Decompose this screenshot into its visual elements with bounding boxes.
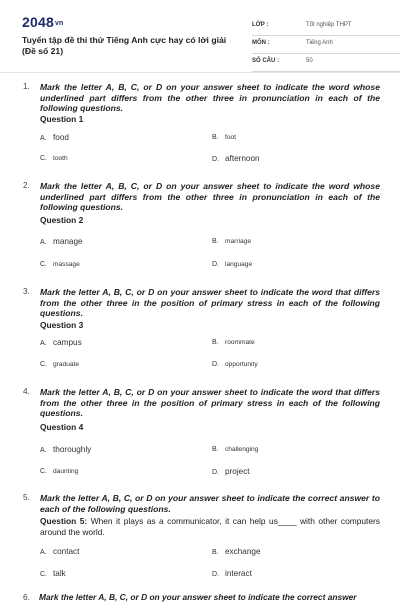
- question-number: 4.: [23, 387, 30, 396]
- option-d[interactable]: D. opportunity: [212, 361, 258, 368]
- option-c[interactable]: C. talk: [40, 569, 66, 578]
- option-d[interactable]: D. afternoon: [212, 154, 260, 163]
- question-number: 5.: [23, 493, 30, 502]
- question-instruction: Mark the letter A, B, C, or D on your answer sheet to indicate the word whose underlined part differs from the other three in pronunciation in each of the following questions.: [40, 181, 380, 212]
- option-a[interactable]: A. food: [40, 133, 69, 142]
- option-b[interactable]: B. foot: [212, 134, 236, 141]
- option-a[interactable]: A. campus: [40, 338, 82, 347]
- option-c[interactable]: C. daunting: [40, 468, 79, 475]
- option-d[interactable]: D. language: [212, 261, 253, 268]
- option-b[interactable]: B. marriage: [212, 238, 252, 245]
- option-a[interactable]: A. contact: [40, 547, 80, 556]
- option-b[interactable]: B. challenging: [212, 446, 259, 453]
- option-c[interactable]: C. massage: [40, 261, 80, 268]
- option-b[interactable]: B. exchange: [212, 547, 261, 556]
- meta-row-count: [252, 54, 400, 72]
- option-c[interactable]: C. graduate: [40, 361, 80, 368]
- site-logo[interactable]: 2048vn: [22, 14, 64, 30]
- question-label: Question 4: [40, 422, 84, 432]
- question-instruction: Mark the letter A, B, C, or D on your answer sheet to indicate the correct answer to each of the following questions.: [40, 493, 380, 514]
- question-label: Question 3: [40, 320, 84, 330]
- question-stem: [40, 516, 380, 538]
- question-number: 6.: [23, 592, 30, 602]
- question-6-partial: [23, 592, 357, 602]
- option-c[interactable]: C. tooth: [40, 155, 68, 162]
- question-instruction: Mark the letter A, B, C, or D on your answer sheet to indicate the word that differs from the other three in the position of primary stress in each of the following questions.: [40, 287, 380, 318]
- header-divider: [0, 72, 400, 73]
- document-title: Tuyển tập đề thi thử Tiếng Anh cực hay có lời giải (Đề số 21): [22, 35, 227, 56]
- question-label: Question 2: [40, 215, 84, 225]
- meta-row-subject: [252, 36, 400, 54]
- document-meta: [252, 18, 400, 72]
- question-instruction: Mark the letter A, B, C, or D on your answer sheet to indicate the word that differs from the other three in the position of primary stress in each of the following questions.: [40, 387, 380, 418]
- meta-label: MÔN :: [252, 40, 270, 46]
- question-label: Question 1: [40, 114, 84, 124]
- logo-suffix: vn: [54, 19, 64, 27]
- question-number: 3.: [23, 287, 30, 296]
- option-d[interactable]: D. project: [212, 467, 250, 476]
- option-b[interactable]: B. roommate: [212, 339, 255, 346]
- option-a[interactable]: A. manage: [40, 237, 83, 246]
- document-header: [22, 8, 382, 68]
- question-text: When it plays as a communicator, it can help us____ with other computers around the world.: [40, 516, 380, 537]
- meta-label: SỐ CÂU :: [252, 58, 279, 64]
- question-label: Question 5:: [40, 516, 88, 526]
- question-instruction: Mark the letter A, B, C, or D on your answer sheet to indicate the word whose underlined part differs from the other three in pronunciation in each of the following questions.: [40, 82, 380, 113]
- meta-row-class: [252, 18, 400, 36]
- option-a[interactable]: A. thoroughly: [40, 445, 92, 454]
- question-number: 2.: [23, 181, 30, 190]
- meta-value: Tốt nghiệp THPT: [306, 22, 352, 28]
- meta-label: LỚP :: [252, 22, 269, 28]
- meta-value: Tiếng Anh: [306, 40, 333, 46]
- meta-value: 50: [306, 58, 313, 64]
- question-instruction: Mark the letter A, B, C, or D on your answer sheet to indicate the correct answer: [39, 592, 357, 602]
- question-number: 1.: [23, 82, 30, 91]
- option-d[interactable]: D. interact: [212, 569, 252, 578]
